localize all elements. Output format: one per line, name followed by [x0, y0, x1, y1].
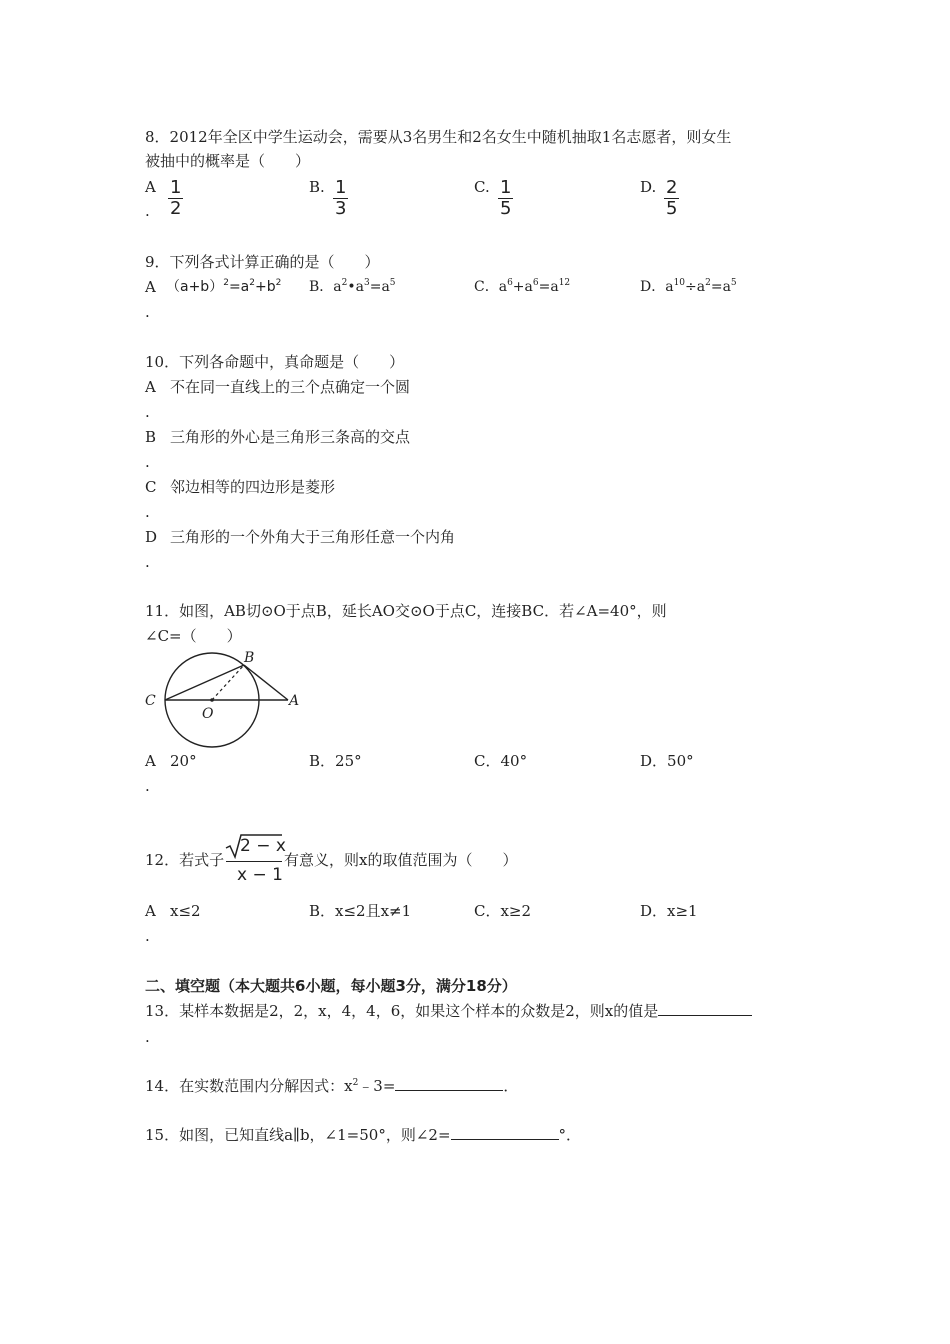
q9-option-b	[309, 277, 396, 297]
q9-b-part1: B．a	[309, 279, 342, 295]
q12-option-a-dot: .	[145, 927, 150, 945]
q10-stem: 10．下列各命题中，真命题是（ ）	[145, 353, 405, 371]
q11-option-b: B．25°	[309, 752, 362, 770]
q10-option-b-dot: .	[145, 453, 150, 471]
q8-option-d-fraction	[664, 179, 679, 218]
q9-stem: 9．下列各式计算正确的是（ ）	[145, 253, 380, 271]
q13-stem: 13．某样本数据是2，2，x，4，4，6，如果这个样本的众数是2，则x的值是	[145, 1002, 659, 1020]
q9-option-a-letter: A	[145, 278, 156, 296]
q9-d-sup3: 5	[730, 278, 737, 288]
q12-denominator: x − 1	[237, 865, 283, 885]
q13-dot: .	[145, 1028, 150, 1046]
label-o: O	[202, 706, 214, 722]
q14-tail: ．	[503, 1077, 519, 1095]
label-a: A	[289, 693, 300, 709]
q9-b-sup1: 2	[341, 278, 348, 288]
q8-option-a-letter: A	[145, 178, 156, 196]
q9-a-part2: =a	[228, 279, 250, 295]
q9-d-part3: =a	[710, 279, 731, 295]
q9-b-part2: •a	[347, 279, 364, 295]
q12-option-d: D．x≥1	[640, 902, 698, 920]
q12-option-c: C．x≥2	[474, 902, 532, 920]
q9-a-sup2: 2	[249, 278, 255, 288]
q9-c-sup3: 12	[558, 278, 571, 288]
q11-option-c: C．40°	[474, 752, 528, 770]
q13-text	[145, 1001, 752, 1021]
q12-radicand: 2 − x	[240, 836, 286, 856]
q9-a-sup3: 2	[275, 278, 282, 288]
q12-option-a-letter: A	[145, 902, 156, 920]
q15-tail: °．	[558, 1126, 582, 1144]
q8-option-b-fraction	[333, 179, 348, 218]
q15-stem: 15．如图，已知直线a∥b，∠1=50°，则∠2=	[145, 1126, 451, 1144]
point-o	[210, 698, 214, 702]
q9-a-part1: （a+b）	[166, 279, 224, 295]
q9-c-sup2: 6	[532, 278, 539, 288]
q8-option-c-fraction	[498, 179, 513, 218]
q8-a-numerator: 1	[170, 177, 182, 198]
q10-option-c-letter: C	[145, 478, 157, 496]
q9-c-sup1: 6	[507, 278, 513, 288]
q8-option-c-letter: C.	[474, 178, 490, 196]
q10-option-d-text: 三角形的一个外角大于三角形任意一个内角	[170, 528, 456, 546]
label-b: B	[244, 650, 255, 666]
line-ob-dashed	[212, 665, 244, 700]
q10-option-a-text: 不在同一直线上的三个点确定一个圆	[170, 378, 411, 396]
q10-option-b-letter: B	[145, 428, 157, 446]
q12-option-a-text: x≤2	[170, 902, 201, 920]
q8-c-numerator: 1	[500, 177, 512, 198]
q9-option-c	[474, 277, 570, 297]
q9-d-sup2: 2	[705, 278, 711, 288]
q9-b-sup2: 3	[363, 278, 370, 288]
q14-stem-2: ﹣3=	[358, 1077, 396, 1095]
q8-line1: 8．2012年全区中学生运动会，需要从3名男生和2名女生中随机抽取1名志愿者，则女生	[145, 128, 732, 146]
q14-answer-blank[interactable]	[395, 1076, 503, 1091]
q10-option-b-text: 三角形的外心是三角形三条高的交点	[170, 428, 411, 446]
q9-c-part1: C．a	[474, 279, 508, 295]
line-ba	[244, 665, 288, 700]
q11-circle-tangent-figure	[140, 645, 305, 755]
q11-line2: ∠C=（ ）	[145, 627, 242, 645]
q9-b-part3: =a	[369, 279, 390, 295]
q8-option-b-letter: B.	[309, 178, 325, 196]
q9-option-a-dot: .	[145, 303, 150, 321]
q8-option-a-dot: .	[145, 202, 150, 220]
q13-answer-blank[interactable]	[658, 1001, 752, 1016]
q11-line1: 11．如图，AB切⊙O于点B，延长AO交⊙O于点C，连接BC．若∠A=40°，则	[145, 602, 667, 620]
q9-b-sup3: 5	[389, 278, 396, 288]
q12-fraction-bar	[226, 861, 282, 862]
q8-b-numerator: 1	[335, 177, 347, 198]
q10-option-a-dot: .	[145, 403, 150, 421]
section2-heading: 二、填空题（本大题共6小题，每小题3分，满分18分）	[145, 977, 517, 995]
label-c: C	[145, 693, 156, 709]
q9-a-sup1: 2	[223, 278, 229, 288]
q8-a-denominator: 2	[170, 198, 182, 219]
q11-option-a-dot: .	[145, 777, 150, 795]
q11-option-a-text: 20°	[170, 752, 197, 770]
q12-suffix: 有意义，则x的取值范围为（ ）	[284, 851, 518, 869]
q10-option-a-letter: A	[145, 378, 156, 396]
q9-d-part1: D．a	[640, 279, 674, 295]
q9-c-part3: =a	[538, 279, 559, 295]
q9-option-d	[640, 277, 737, 297]
q12-prefix: 12．若式子	[145, 851, 225, 869]
q8-line2: 被抽中的概率是（ ）	[145, 152, 311, 170]
q8-option-a-fraction	[168, 179, 183, 218]
q9-option-a	[166, 277, 281, 297]
q9-d-sup1: 10	[673, 278, 686, 288]
q10-option-c-dot: .	[145, 503, 150, 521]
q8-b-denominator: 3	[335, 198, 347, 219]
q15-text	[145, 1125, 581, 1145]
q8-c-denominator: 5	[500, 198, 512, 219]
q11-option-d: D．50°	[640, 752, 694, 770]
q10-option-d-dot: .	[145, 553, 150, 571]
q14-sup: 2	[352, 1078, 359, 1088]
q12-option-b: B．x≤2且x≠1	[309, 902, 412, 920]
q11-option-a-letter: A	[145, 752, 156, 770]
q14-stem: 14．在实数范围内分解因式：x	[145, 1077, 353, 1095]
line-cb	[165, 665, 244, 700]
q9-c-part2: +a	[512, 279, 533, 295]
q15-answer-blank[interactable]	[451, 1125, 559, 1140]
q10-option-d-letter: D	[145, 528, 158, 546]
q8-option-d-letter: D.	[640, 178, 657, 196]
q10-option-c-text: 邻边相等的四边形是菱形	[170, 478, 336, 496]
q8-d-denominator: 5	[666, 198, 678, 219]
q14-text	[145, 1076, 518, 1096]
q9-a-part3: +b	[254, 279, 276, 295]
q8-d-numerator: 2	[666, 177, 678, 198]
q9-d-part2: ÷a	[685, 279, 706, 295]
